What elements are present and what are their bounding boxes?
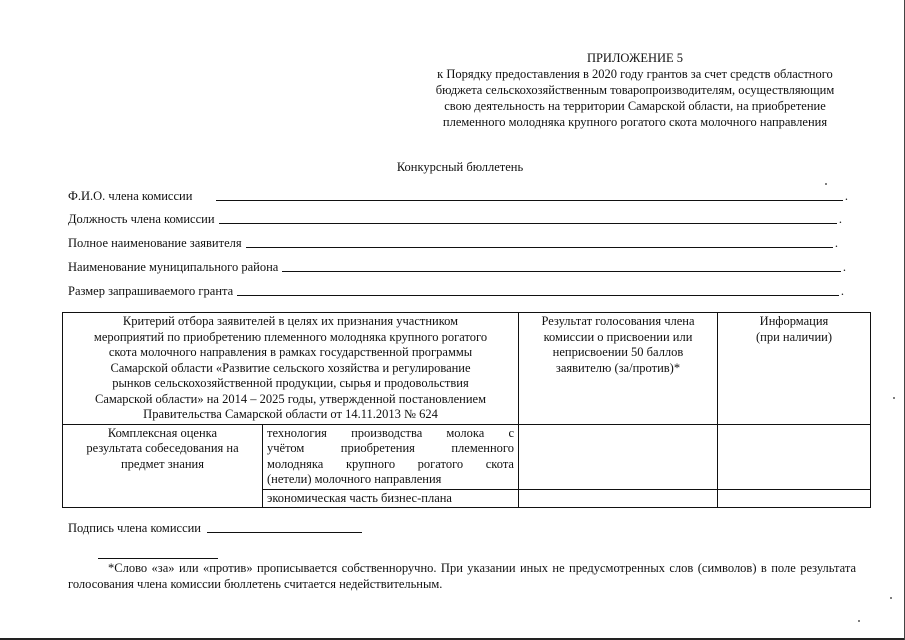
result-cell[interactable] — [519, 489, 718, 508]
field-member-position[interactable]: Должность члена комиссии . — [68, 212, 842, 226]
info-cell[interactable] — [718, 489, 871, 508]
field-line[interactable] — [246, 247, 833, 248]
appendix-title: ПРИЛОЖЕНИЕ 5 — [586, 51, 684, 65]
field-label: Наименование муниципального района — [68, 260, 279, 274]
sub-item-economic: экономическая часть бизнес-плана — [263, 489, 519, 508]
field-label: Должность члена комиссии — [68, 212, 215, 226]
appendix-block — [390, 50, 880, 130]
footnote-divider — [98, 558, 218, 559]
field-line[interactable] — [282, 271, 841, 272]
table-header-row — [63, 313, 871, 425]
header-result: Результат голосования члена комиссии о присвоении или неприсвоении 50 баллов заявителю (за/против)* — [519, 313, 718, 425]
field-member-name[interactable]: Ф.И.О. члена комиссии . — [68, 189, 848, 203]
sub-item-technology: технология производства молока с учётом приобретения племенного молодняка крупного рогатого скота (нетели) молочного направления — [263, 424, 519, 489]
appendix-line: к Порядку предоставления в 2020 году грантов за счет средств областного — [437, 67, 833, 81]
header-info: Информация (при наличии) — [718, 313, 871, 425]
field-district-name[interactable]: Наименование муниципального района . — [68, 260, 846, 274]
scan-speck — [890, 597, 892, 599]
field-label: Полное наименование заявителя — [68, 236, 242, 250]
footnote: *Слово «за» или «против» прописывается собственноручно. При указании иных не предусмотренных слов (символов) в поле результата голосования члена комиссии бюллетень считается недействительным. — [68, 561, 856, 591]
field-label: Размер запрашиваемого гранта — [68, 284, 234, 298]
signature-field[interactable] — [68, 521, 362, 536]
header-criterion: Критерий отбора заявителей в целях их признания участником мероприятий по приобретению племенного молодняка крупного рогатого скота молочного направления в рамках государственной программы Самарской области «Развитие сельского хозяйства и регулирование рынков сельскохозяйственной продукции, сырья и продовольствия Самарской области» на 2014 – 2025 годы, утвержденной постановлением Правительства Самарской области от 14.11.2013 № 624 — [63, 313, 519, 425]
appendix-line: свою деятельность на территории Самарской области, на приобретение — [444, 99, 826, 113]
scan-speck — [893, 397, 895, 399]
signature-line[interactable] — [207, 532, 362, 533]
field-grant-amount[interactable]: Размер запрашиваемого гранта . — [68, 284, 844, 298]
scan-speck — [825, 183, 827, 185]
row-label-cell: Комплексная оценка результата собеседования на предмет знания — [63, 424, 263, 508]
signature-label: Подпись члена комиссии — [68, 521, 201, 535]
table-row — [63, 424, 871, 489]
field-line[interactable] — [216, 200, 842, 201]
field-line[interactable] — [237, 295, 839, 296]
scan-speck — [858, 620, 860, 622]
appendix-line: бюджета сельскохозяйственным товаропроизводителям, осуществляющим — [435, 83, 835, 97]
field-applicant-name[interactable]: Полное наименование заявителя . — [68, 236, 838, 250]
field-label: Ф.И.О. члена комиссии — [68, 189, 193, 203]
voting-table — [62, 312, 871, 508]
result-cell[interactable] — [519, 424, 718, 489]
info-cell[interactable] — [718, 424, 871, 489]
page-title: Конкурсный бюллетень — [396, 160, 524, 174]
field-line[interactable] — [219, 223, 837, 224]
appendix-line: племенного молодняка крупного рогатого скота молочного направления — [442, 115, 828, 129]
